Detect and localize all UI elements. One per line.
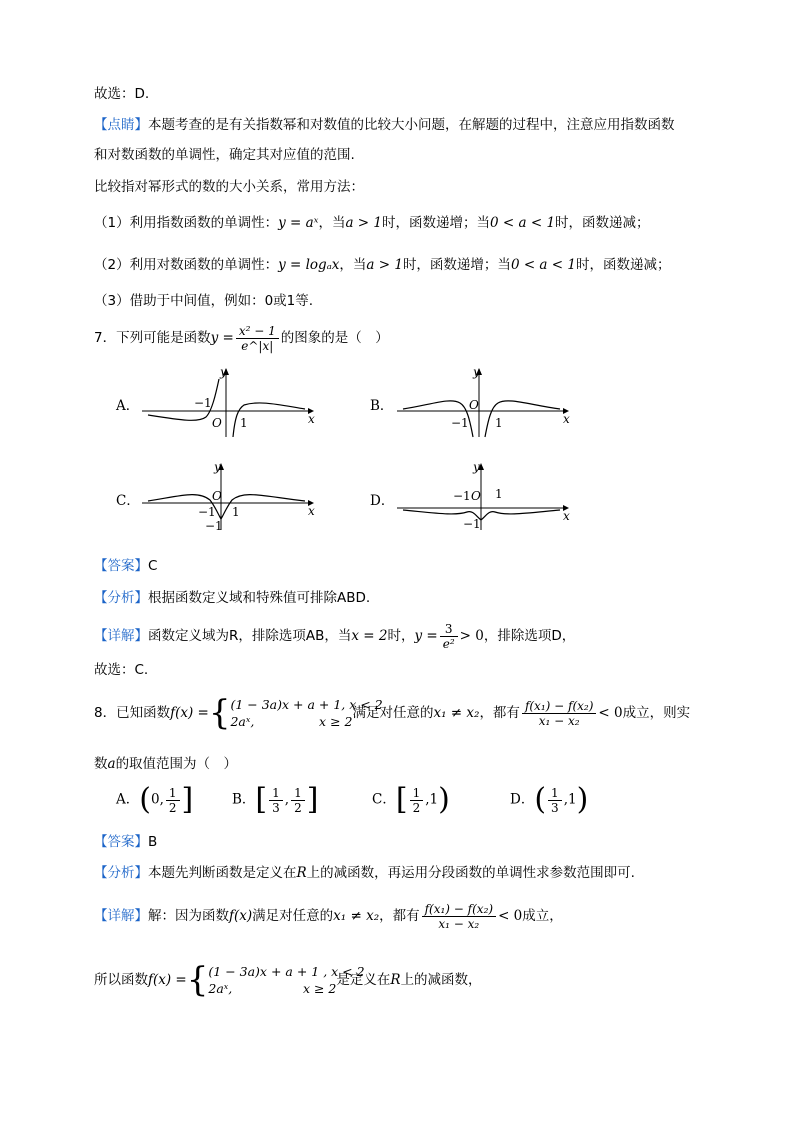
question-8-stem: 8．已知函数f(x) ={ (1 − 3a)x + a + 1, x < 2 2aˣ, x ≥ 2 满足对任意的x₁ ≠ x₂，都有 $\frac{\text{f(x₁) − f(x₂)}}{\text{x₁ − x₂}}$ < 0成立，则实 — [94, 693, 691, 733]
text-line: 比较指对幂形式的数的大小关系，常用方法： — [94, 179, 364, 195]
svg-text:x: x — [308, 412, 315, 426]
fraction: $\frac{\text{x² − 1}}{e\^{}|x|}$ — [236, 324, 279, 353]
svg-text:1: 1 — [495, 487, 503, 501]
q8-detail: 【详解】解：因为函数f(x)满足对任意的x₁ ≠ x₂，都有 $\frac{\text{f(x₁) − f(x₂)}}{\text{x₁ − x₂}}$ < 0成立， — [94, 901, 563, 931]
q8-option-a: A．(0, $\frac{1}{2}$ ] — [116, 782, 194, 817]
svg-text:y: y — [473, 460, 480, 474]
q8-option-b: B．[ $\frac{1}{3}$ , $\frac{1}{2}$ ] — [232, 782, 319, 817]
option-b-label: B． — [370, 398, 394, 414]
graph-a — [140, 365, 315, 440]
svg-text:x: x — [563, 412, 570, 426]
svg-text:x: x — [563, 509, 570, 523]
q8-detail-cont: 所以函数f(x) ={ (1 − 3a)x + a + 1 , x < 2 2aˣ, x ≥ 2 是定义在R上的减函数， — [94, 960, 482, 1000]
q7-detail: 【详解】函数定义域为R，排除选项AB，当x = 2时，y = $\frac{3}{\text{e²}}$ > 0，排除选项D， — [94, 621, 576, 651]
graph-c — [140, 460, 315, 535]
svg-text:1: 1 — [240, 416, 248, 430]
question-7-stem: 7．下列可能是函数y = $\frac{\text{x² − 1}}{e\^{}|x|}$ 的图象的是（ ） — [94, 323, 389, 353]
svg-text:O: O — [471, 489, 481, 503]
svg-text:y: y — [214, 460, 221, 474]
svg-text:−1: −1 — [205, 519, 223, 533]
option-c-label: C． — [116, 493, 140, 509]
q7-analysis: 【分析】根据函数定义域和特殊值可排除ABD. — [94, 590, 371, 606]
q7-conclusion: 故选：C. — [94, 662, 149, 678]
svg-text:1: 1 — [232, 505, 240, 519]
highlight-tag: 【点睛】 — [94, 117, 148, 133]
highlight-line: 【点睛】本题考查的是有关指数幂和对数值的比较大小问题，在解题的过程中，注意应用指数函数 — [94, 117, 675, 133]
text-line: 和对数函数的单调性，确定其对应值的范围. — [94, 147, 355, 163]
svg-text:−1: −1 — [453, 489, 471, 503]
method-1: （1）利用指数函数的单调性：y = aˣ，当a > 1时，函数递增；当0 < a < 1时，函数递减； — [94, 215, 650, 231]
svg-text:1: 1 — [495, 416, 503, 430]
svg-text:−1: −1 — [451, 416, 469, 430]
q8-option-c: C．[ $\frac{1}{2}$ ,1) — [372, 782, 450, 817]
conclusion-line: 故选：D. — [94, 86, 150, 102]
svg-text:−1: −1 — [198, 505, 216, 519]
svg-text:y: y — [220, 365, 227, 379]
q8-answer: 【答案】B — [94, 834, 158, 850]
svg-text:y: y — [473, 365, 480, 379]
svg-text:O: O — [469, 398, 479, 412]
method-2: （2）利用对数函数的单调性：y = logₐx，当a > 1时，函数递增；当0 < a < 1时，函数递减； — [94, 257, 671, 273]
q8-option-d: D．( $\frac{1}{3}$ ,1) — [510, 782, 589, 817]
svg-text:−1: −1 — [194, 396, 212, 410]
svg-text:−1: −1 — [463, 517, 481, 531]
option-d-label: D． — [370, 493, 395, 509]
svg-text:O: O — [212, 489, 222, 503]
piecewise: (1 − 3a)x + a + 1, x < 2 2aˣ, x ≥ 2 — [230, 697, 383, 729]
graph-b — [395, 365, 575, 440]
method-3: （3）借助于中间值，例如：0或1等. — [94, 293, 314, 309]
svg-text:x: x — [308, 504, 315, 518]
piecewise: (1 − 3a)x + a + 1 , x < 2 2aˣ, x ≥ 2 — [208, 964, 365, 996]
graph-d — [395, 460, 575, 535]
q8-analysis: 【分析】本题先判断函数是定义在R上的减函数，再运用分段函数的单调性求参数范围即可. — [94, 865, 635, 881]
option-a-label: A． — [116, 398, 140, 414]
q7-answer: 【答案】C — [94, 558, 158, 574]
svg-text:O: O — [212, 416, 222, 430]
question-8-stem-cont: 数a的取值范围为（ ） — [94, 756, 238, 772]
